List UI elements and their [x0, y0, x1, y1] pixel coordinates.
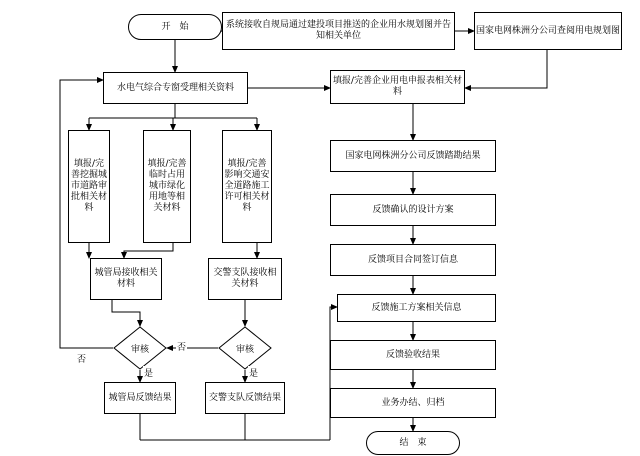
node-contract-feedback: 反馈项目合同签订信息: [330, 244, 496, 276]
node-road-excavation-materials: 填报/完善挖掘城市道路审批相关材料: [68, 130, 110, 243]
node-fill-power-form: 填报/完善企业用电申报表相关材料: [330, 70, 465, 104]
node-design-plan-feedback: 反馈确认的设计方案: [330, 194, 496, 226]
node-water-power-window: 水电气综合专窗受理相关资料: [103, 72, 248, 104]
edge-label-no-1: 否: [76, 352, 87, 365]
node-traffic-police-feedback: 交警支队反馈结果: [205, 382, 285, 414]
decision-audit-traffic-police-label: 审核: [235, 344, 254, 355]
node-start: 开 始: [128, 14, 222, 40]
edge-label-yes-2: 是: [248, 366, 259, 379]
node-construction-feedback: 反馈施工方案相关信息: [337, 294, 496, 322]
edge-label-yes-1: 是: [143, 366, 154, 379]
node-traffic-police-receive: 交警支队接收相关材料: [208, 258, 282, 300]
decision-audit-traffic-police: [218, 326, 272, 370]
node-city-admin-receive: 城管局接收相关材料: [90, 258, 162, 300]
node-grid-view-plan: 国家电网株洲分公司查阅用电规划图: [474, 12, 622, 50]
decision-audit-city-admin: [113, 326, 167, 370]
node-grid-survey-feedback: 国家电网株洲分公司反馈踏勘结果: [330, 140, 496, 172]
node-system-receive: 系统接收自规局通过建投项目推送的企业用水规划图并告知相关单位: [222, 12, 455, 50]
node-business-complete-archive: 业务办结、归档: [330, 388, 496, 418]
node-end: 结 束: [366, 431, 460, 455]
node-acceptance-feedback: 反馈验收结果: [330, 340, 496, 370]
node-city-admin-feedback: 城管局反馈结果: [104, 382, 176, 414]
edge-label-no-2: 否: [176, 340, 187, 353]
node-traffic-permit-materials: 填报/完善影响交通安全道路施工许可相关材料: [222, 130, 272, 243]
node-green-land-materials: 填报/完善临时占用城市绿化用地等相关材料: [143, 130, 191, 243]
decision-audit-city-admin-label: 审核: [130, 344, 149, 355]
